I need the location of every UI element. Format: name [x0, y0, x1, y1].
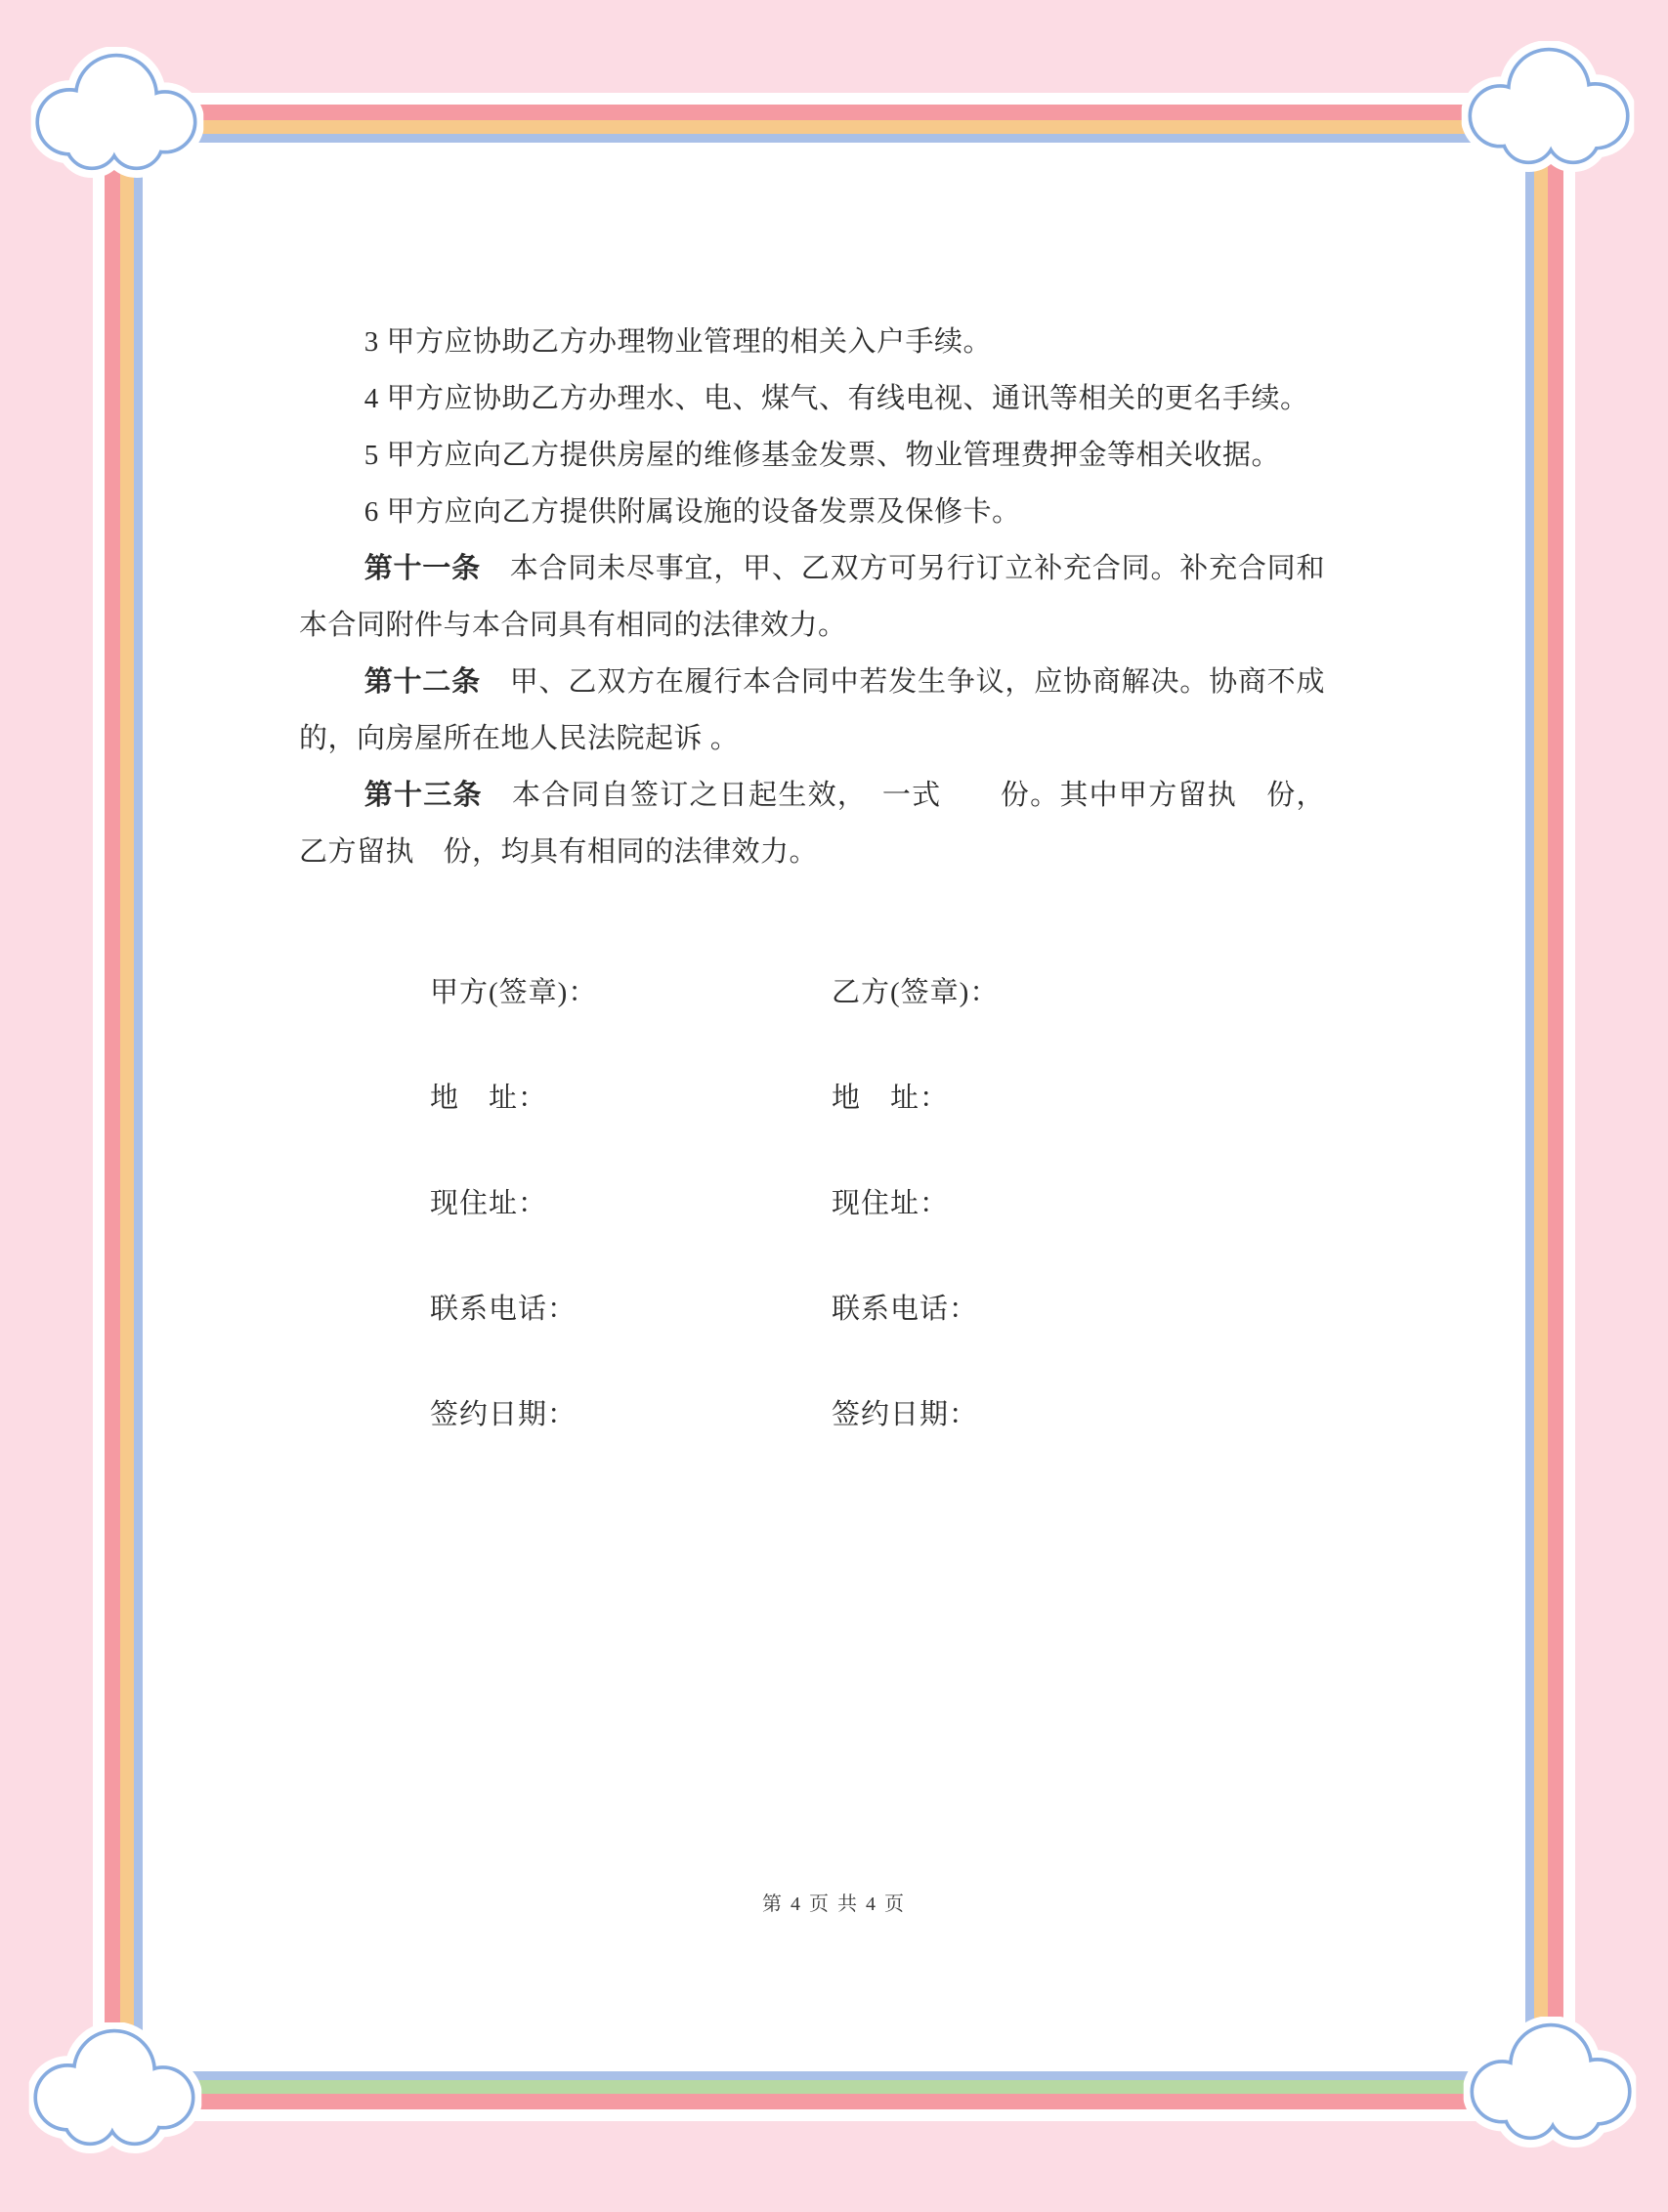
signature-label-party-b-phone: 联系电话：: [832, 1294, 979, 1325]
cloud-icon: [1460, 41, 1636, 173]
contract-item: 3 甲方应协助乙方办理物业管理的相关入户手续。: [364, 326, 992, 358]
decorative-border-salmon: [105, 105, 1563, 2109]
signature-column-party-a: [430, 978, 832, 1506]
signature-label-party-a-address: 地 址：: [430, 1083, 548, 1114]
clause-13-title: 第十三条: [364, 780, 483, 811]
clause-11-body: 本合同未尽事宜，甲、乙双方可另行订立补充合同。补充合同和本合同附件与本合同具有相同的法律效力。: [299, 553, 1325, 641]
contract-page: [143, 143, 1525, 2071]
contract-item: 4 甲方应协助乙方办理水、电、煤气、有线电视、通讯等相关的更名手续。: [364, 383, 1309, 414]
signature-label-party-a-date: 签约日期：: [430, 1399, 577, 1430]
clause-11-title: 第十一条: [364, 553, 481, 584]
signature-label-party-b-seal: 乙方(签章)：: [832, 977, 1000, 1008]
signature-label-party-b-address: 地 址：: [832, 1083, 950, 1114]
signature-label-party-a-phone: 联系电话：: [430, 1294, 577, 1325]
decorative-border-yellow-green: [120, 120, 1548, 2094]
clause-12-body: 甲、乙双方在履行本合同中若发生争议，应协商解决。协商不成的，向房屋所在地人民法院起诉 。: [299, 666, 1325, 754]
contract-clause-13: [299, 767, 1325, 880]
decorative-border-white: [93, 93, 1575, 2121]
contract-clause-12: [299, 654, 1325, 767]
clause-12-title: 第十二条: [364, 666, 481, 698]
contract-item: 5 甲方应向乙方提供房屋的维修基金发票、物业管理费押金等相关收据。: [364, 440, 1280, 471]
cloud-icon: [29, 47, 205, 179]
signature-label-party-b-date: 签约日期：: [832, 1399, 979, 1430]
clause-13-body: 本合同自签订之日起生效， 一式 份。其中甲方留执 份，乙方留执 份，均具有相同的法律效力。: [299, 780, 1325, 868]
decorative-border-blue: [134, 134, 1534, 2080]
signature-label-party-a-seal: 甲方(签章)：: [430, 977, 598, 1008]
signature-label-party-b-current-address: 现住址：: [832, 1188, 950, 1219]
signature-column-party-b: [832, 978, 999, 1506]
contract-clause-11: [299, 540, 1325, 654]
signature-block: [299, 978, 1325, 1506]
cloud-icon: [27, 2022, 203, 2154]
contract-item: 6 甲方应向乙方提供附属设施的设备发票及保修卡。: [364, 496, 1021, 528]
signature-label-party-a-current-address: 现住址：: [430, 1188, 548, 1219]
cloud-icon: [1462, 2017, 1638, 2148]
page-number: 第 4 页 共 4 页: [762, 1893, 906, 1915]
